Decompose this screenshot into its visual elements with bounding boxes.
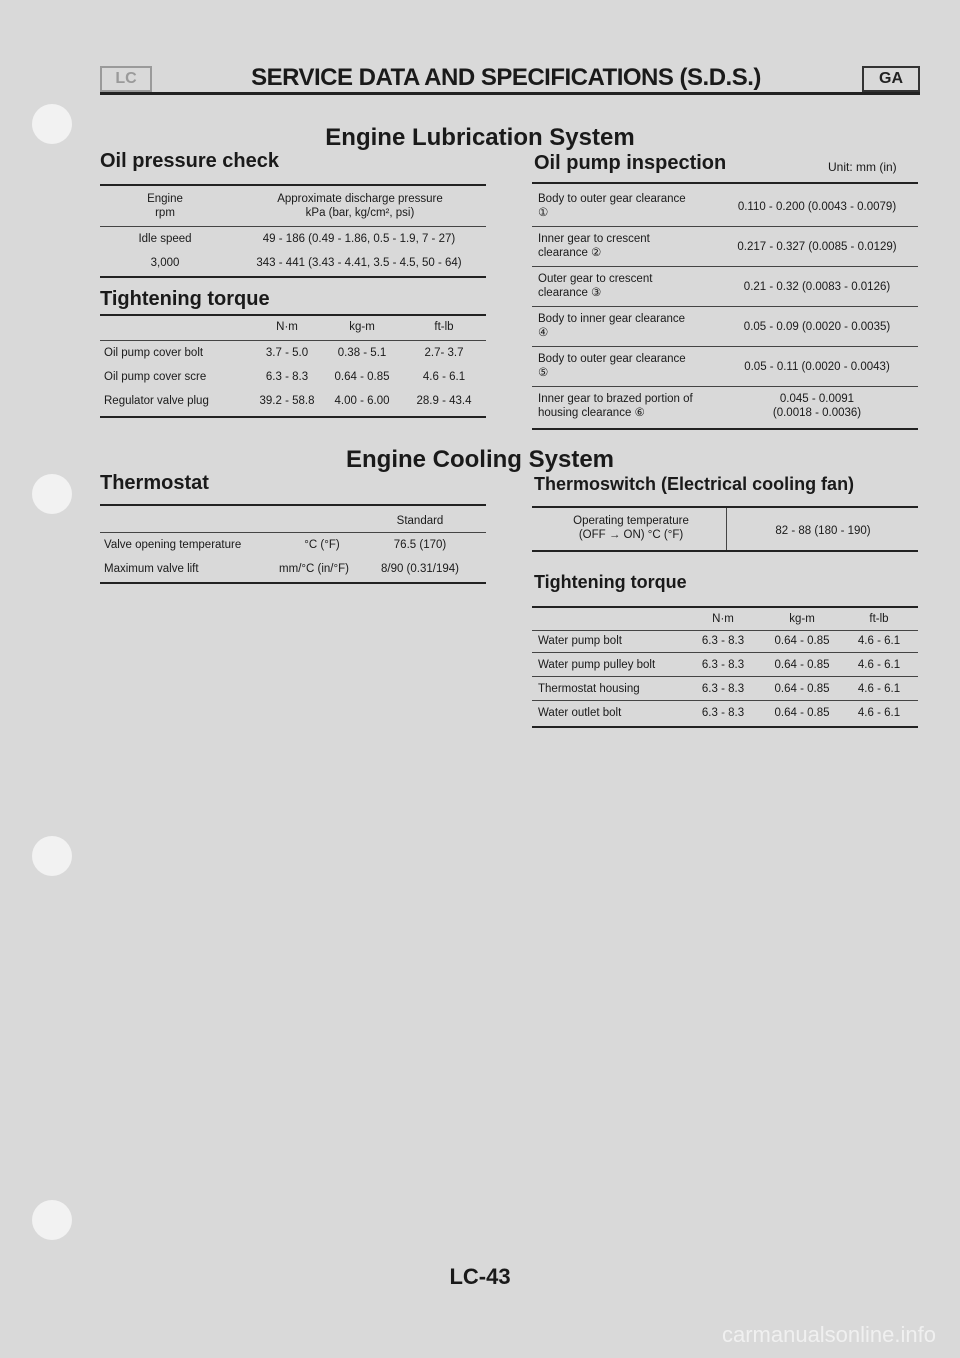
header-rule (100, 92, 920, 95)
binder-hole (32, 836, 72, 876)
table-cell: 8/90 (0.31/194) (380, 563, 459, 575)
table-rule (532, 726, 918, 728)
table-cell: 0.64 - 0.85 (774, 635, 830, 647)
table-cell: Regulator valve plug (104, 395, 209, 407)
table-cell: 4.6 - 6.1 (422, 371, 466, 383)
table-rule (100, 416, 486, 418)
table-rule (100, 504, 486, 506)
table-cell: Water outlet bolt (538, 707, 622, 719)
col-header-standard: Standard (396, 515, 444, 527)
table-rule (532, 630, 918, 631)
oil-pump-inspection-title: Oil pump inspection (534, 152, 727, 174)
col-header-nm: N·m (712, 613, 734, 625)
table-cell: 49 - 186 (0.49 - 1.86, 0.5 - 1.9, 7 - 27) (262, 233, 456, 245)
table-divider (726, 508, 727, 550)
table-cell: 2.7- 3.7 (424, 347, 464, 359)
table-rule (532, 506, 918, 508)
table-cell: Body to inner gear clearance ④ (538, 313, 686, 339)
table-rule (100, 276, 486, 278)
cooling-system-title: Engine Cooling System (345, 446, 615, 473)
col-header-nm: N·m (276, 321, 298, 333)
table-cell: Valve opening temperature (104, 539, 242, 551)
table-rule (100, 532, 486, 533)
table-cell: 6.3 - 8.3 (701, 683, 745, 695)
col-header-pressure: Approximate discharge pressure kPa (bar, kg/cm², psi) (277, 193, 443, 219)
oil-pressure-title: Oil pressure check (100, 150, 279, 172)
table-rule (532, 676, 918, 677)
table-rule (100, 582, 486, 584)
table-cell: 4.6 - 6.1 (857, 707, 901, 719)
table-cell: 0.110 - 0.200 (0.0043 - 0.0079) (737, 201, 897, 213)
table-cell: Thermostat housing (538, 683, 640, 695)
table-cell: 0.64 - 0.85 (774, 707, 830, 719)
col-header-kgm: kg-m (789, 613, 815, 625)
table-cell: 0.64 - 0.85 (774, 683, 830, 695)
table-rule (100, 226, 486, 227)
col-header-engine: Engine rpm (147, 193, 183, 219)
table-cell: 6.3 - 8.3 (701, 635, 745, 647)
table-cell: 4.6 - 6.1 (857, 683, 901, 695)
table-cell: 0.05 - 0.09 (0.0020 - 0.0035) (743, 321, 891, 333)
table-cell: °C (°F) (304, 539, 340, 551)
table-rule (532, 226, 918, 227)
cooling-torque-title: Tightening torque (534, 572, 687, 592)
table-cell: Water pump pulley bolt (538, 659, 656, 671)
table-rule (532, 266, 918, 267)
table-rule (100, 314, 486, 316)
table-cell: 4.6 - 6.1 (857, 635, 901, 647)
table-cell: 0.64 - 0.85 (774, 659, 830, 671)
table-cell: Inner gear to brazed portion of housing clearance ⑥ (538, 393, 693, 419)
table-rule (100, 340, 486, 341)
table-cell: 343 - 441 (3.43 - 4.41, 3.5 - 4.5, 50 - 64) (256, 257, 462, 269)
table-cell: 0.05 - 0.11 (0.0020 - 0.0043) (744, 361, 890, 373)
table-rule (532, 306, 918, 307)
table-cell: 39.2 - 58.8 (259, 395, 315, 407)
table-rule (532, 182, 918, 184)
page-number: LC-43 (449, 1264, 511, 1289)
lubrication-system-title: Engine Lubrication System (325, 124, 635, 151)
table-cell: 3,000 (150, 257, 180, 269)
table-cell: 0.21 - 0.32 (0.0083 - 0.0126) (743, 281, 891, 293)
table-cell: Oil pump cover bolt (104, 347, 204, 359)
table-cell: 4.00 - 6.00 (334, 395, 390, 407)
table-cell: 4.6 - 6.1 (857, 659, 901, 671)
table-cell: Body to outer gear clearance ① (538, 193, 686, 219)
table-cell: Water pump bolt (538, 635, 622, 647)
table-cell: 6.3 - 8.3 (265, 371, 309, 383)
table-cell: 0.38 - 5.1 (337, 347, 387, 359)
table-cell: 76.5 (170) (393, 539, 447, 551)
table-rule (532, 428, 918, 430)
table-cell: 6.3 - 8.3 (701, 707, 745, 719)
table-cell: 0.64 - 0.85 (334, 371, 390, 383)
table-cell: 0.217 - 0.327 (0.0085 - 0.0129) (737, 241, 897, 253)
table-cell: Body to outer gear clearance ⑤ (538, 353, 686, 379)
table-rule (532, 652, 918, 653)
table-cell: 3.7 - 5.0 (265, 347, 309, 359)
binder-hole (32, 474, 72, 514)
table-cell: Outer gear to crescent clearance ③ (538, 273, 653, 299)
section-badge-right: GA (862, 66, 920, 92)
binder-hole (32, 1200, 72, 1240)
table-cell: Operating temperature (OFF → ON) °C (°F) (573, 515, 689, 541)
unit-label: Unit: mm (in) (828, 160, 897, 174)
table-cell: 82 - 88 (180 - 190) (775, 525, 871, 537)
table-cell: Oil pump cover scre (104, 371, 207, 383)
lube-torque-title: Tightening torque (100, 288, 270, 310)
section-badge-left: LC (100, 66, 152, 92)
col-header-ftlb: ft-lb (869, 613, 889, 625)
table-cell: 28.9 - 43.4 (416, 395, 472, 407)
table-rule (532, 346, 918, 347)
table-cell: 6.3 - 8.3 (701, 659, 745, 671)
table-cell: Maximum valve lift (104, 563, 199, 575)
col-header-kgm: kg-m (349, 321, 375, 333)
watermark-text: carmanualsonline.info (721, 1322, 936, 1347)
table-rule (532, 386, 918, 387)
table-cell: 0.045 - 0.0091 (0.0018 - 0.0036) (772, 393, 862, 419)
thermoswitch-title: Thermoswitch (Electrical cooling fan) (534, 474, 855, 494)
table-cell: mm/°C (in/°F) (279, 563, 349, 575)
table-rule (100, 184, 486, 186)
col-header-ftlb: ft-lb (434, 321, 454, 333)
table-rule (532, 700, 918, 701)
table-rule (532, 606, 918, 608)
thermostat-title: Thermostat (100, 472, 209, 494)
table-cell: Idle speed (138, 233, 192, 245)
table-rule (532, 550, 918, 552)
table-cell: Inner gear to crescent clearance ② (538, 233, 650, 259)
page-header-title: SERVICE DATA AND SPECIFICATIONS (S.D.S.) (251, 64, 761, 91)
